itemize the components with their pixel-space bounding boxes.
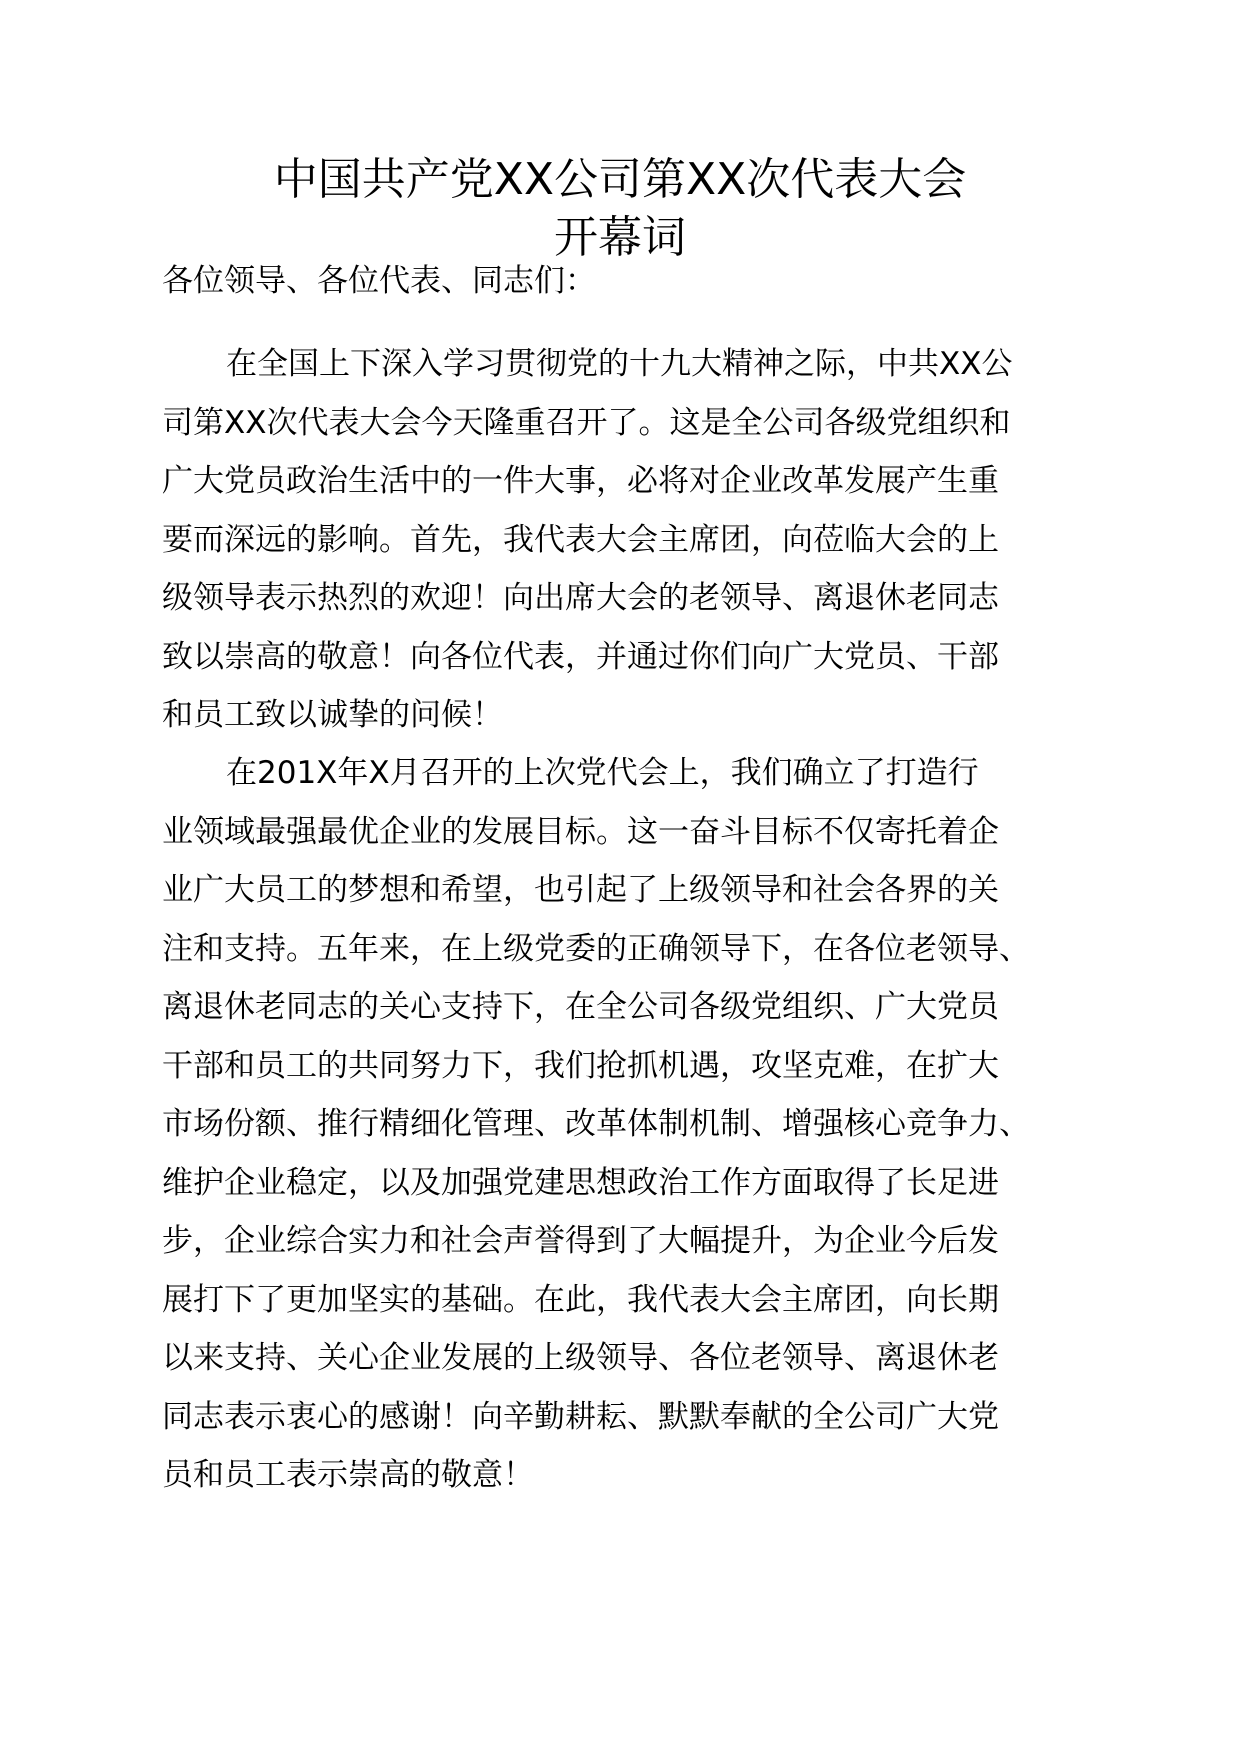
paragraph-2: [162, 744, 1102, 1505]
paragraph-line: 业领域最强最优企业的发展目标。这一奋斗目标不仅寄托着企: [162, 813, 999, 850]
paragraph-line: 以来支持、关心企业发展的上级领导、各位老领导、离退休老: [162, 1340, 999, 1376]
paragraph-line: 离退休老同志的关心支持下，在全公司各级党组织、广大党员: [162, 989, 999, 1025]
paragraph-line: 步，企业综合实力和社会声誉得到了大幅提升，为企业今后发: [162, 1223, 999, 1259]
paragraph-line: 致以崇高的敬意！向各位代表，并通过你们向广大党员、干部: [162, 638, 999, 675]
paragraph-line: 市场份额、推行精细化管理、改革体制机制、增强核心竞争力、: [162, 1106, 1030, 1142]
paragraph-line: 广大党员政治生活中的一件大事，必将对企业改革发展产生重: [162, 463, 999, 499]
paragraph-1: [162, 335, 1102, 745]
paragraph-line: 和员工致以诚挚的问候！: [162, 697, 503, 733]
paragraph-line: 注和支持。五年来，在上级党委的正确领导下，在各位老领导、: [162, 930, 1030, 967]
paragraph-line: 级领导表示热烈的欢迎！向出席大会的老领导、离退休老同志: [162, 580, 999, 616]
paragraph-line: 员和员工表示崇高的敬意！: [162, 1457, 534, 1493]
document-subtitle: 开幕词: [554, 212, 686, 263]
paragraph-line: 业广大员工的梦想和希望，也引起了上级领导和社会各界的关: [162, 872, 999, 908]
salutation: 各位领导、各位代表、同志们：: [162, 263, 596, 299]
paragraph-line: 司第XX次代表大会今天隆重召开了。这是全公司各级党组织和: [162, 404, 1011, 441]
document-title: 中国共产党XX公司第XX次代表大会: [273, 154, 967, 205]
paragraph-line: 要而深远的影响。首先，我代表大会主席团，向莅临大会的上: [162, 521, 999, 558]
paragraph-line: 在全国上下深入学习贯彻党的十九大精神之际，中共XX公: [226, 346, 1013, 382]
paragraph-line: 同志表示衷心的感谢！向辛勤耕耘、默默奉献的全公司广大党: [162, 1398, 999, 1435]
paragraph-line: 展打下了更加坚实的基础。在此，我代表大会主席团，向长期: [162, 1281, 999, 1318]
paragraph-line: 维护企业稳定，以及加强党建思想政治工作方面取得了长足进: [162, 1164, 999, 1201]
paragraph-line: 在201X年X月召开的上次党代会上，我们确立了打造行: [226, 755, 979, 791]
paragraph-line: 干部和员工的共同努力下，我们抢抓机遇，攻坚克难，在扩大: [162, 1047, 999, 1084]
